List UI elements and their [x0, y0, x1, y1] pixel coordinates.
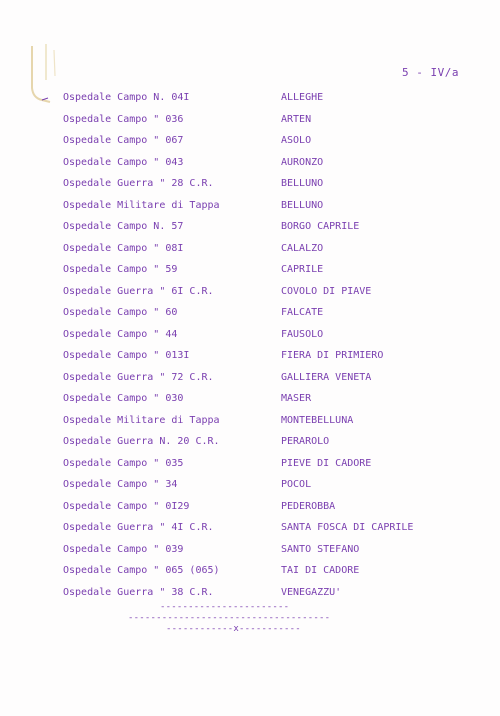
list-item: [0, 496, 500, 518]
list-item: [0, 517, 500, 539]
hospital-location: SANTA FOSCA DI CAPRILE: [281, 522, 414, 533]
hospital-location: FIERA DI PRIMIERO: [281, 350, 384, 361]
hospital-name: Ospedale Campo N. 04I: [63, 92, 190, 103]
hospital-location: CAPRILE: [281, 264, 324, 275]
hospital-location: SANTO STEFANO: [281, 543, 360, 555]
hospital-name: Ospedale Campo " 44: [63, 328, 178, 340]
hospital-name: Ospedale Campo " 036: [63, 113, 184, 125]
hospital-location: BORGO CAPRILE: [281, 221, 360, 232]
hospital-location: BELLUNO: [281, 199, 324, 211]
hospital-location: POCOL: [281, 479, 312, 490]
page-reference: 5 - IV/a: [402, 66, 459, 79]
list-item: [0, 130, 500, 152]
hospital-location: COVOLO DI PIAVE: [281, 285, 372, 297]
list-item: [0, 87, 500, 109]
hospital-name: Ospedale Campo " 065 (065): [63, 565, 220, 576]
hospital-location: FALCATE: [281, 307, 324, 318]
hospital-location: VENEGAZZU': [281, 586, 342, 598]
hospital-location: CALALZO: [281, 242, 324, 254]
hospital-location: TAI DI CADORE: [281, 565, 360, 576]
hospital-name: Ospedale Militare di Tappa: [63, 199, 220, 211]
rule-line-3: ------------x-----------: [166, 624, 301, 634]
hospital-name: Ospedale Guerra " 72 C.R.: [63, 371, 214, 383]
hospital-name: Ospedale Campo " 34: [63, 479, 178, 490]
rule-line-2: ------------------------------------: [128, 613, 331, 623]
hospital-location: ARTEN: [281, 113, 312, 125]
list-item: [0, 173, 500, 195]
hospital-location: ALLEGHE: [281, 92, 324, 103]
list-item: [0, 216, 500, 238]
hospital-name: Ospedale Campo " 08I: [63, 242, 184, 254]
list-item: [0, 152, 500, 174]
hospital-name: Ospedale Campo " 0I29: [63, 500, 190, 512]
hospital-name: Ospedale Campo " 043: [63, 156, 184, 168]
list-item: [0, 388, 500, 410]
list-item: [0, 453, 500, 475]
rule-line-1: -----------------------: [160, 602, 290, 612]
hospital-name: Ospedale Guerra N. 20 C.R.: [63, 436, 220, 447]
list-item: [0, 582, 500, 604]
hospital-name: Ospedale Guerra " 4I C.R.: [63, 522, 214, 533]
list-item: [0, 238, 500, 260]
hospital-location: PEDEROBBA: [281, 500, 336, 512]
hospital-name: Ospedale Campo " 013I: [63, 350, 190, 361]
hospital-name: Ospedale Campo " 59: [63, 264, 178, 275]
hospital-list: [0, 87, 500, 603]
hospital-name: Ospedale Campo " 60: [63, 307, 178, 318]
hospital-location: BELLUNO: [281, 178, 324, 189]
list-item: [0, 560, 500, 582]
list-item: [0, 259, 500, 281]
hospital-location: AURONZO: [281, 156, 324, 168]
list-item: [0, 539, 500, 561]
hospital-name: Ospedale Campo " 030: [63, 393, 184, 404]
hospital-name: Ospedale Militare di Tappa: [63, 414, 220, 426]
hospital-location: PERAROLO: [281, 436, 330, 447]
hospital-name: Ospedale Guerra " 28 C.R.: [63, 178, 214, 189]
list-item: [0, 431, 500, 453]
hospital-location: GALLIERA VENETA: [281, 371, 372, 383]
hospital-name: Ospedale Campo " 035: [63, 457, 184, 469]
list-item: [0, 410, 500, 432]
hospital-name: Ospedale Guerra " 6I C.R.: [63, 285, 214, 297]
list-item: [0, 474, 500, 496]
hospital-name: Ospedale Campo " 067: [63, 135, 184, 146]
list-item: [0, 195, 500, 217]
hospital-location: FAUSOLO: [281, 328, 324, 340]
list-item: [0, 345, 500, 367]
list-item: [0, 302, 500, 324]
hospital-name: Ospedale Campo N. 57: [63, 221, 184, 232]
hospital-location: MASER: [281, 393, 312, 404]
list-item: [0, 367, 500, 389]
hospital-name: Ospedale Campo " 039: [63, 543, 184, 555]
hospital-location: PIEVE DI CADORE: [281, 457, 372, 469]
hospital-name: Ospedale Guerra " 38 C.R.: [63, 586, 214, 598]
list-item: [0, 109, 500, 131]
hospital-location: MONTEBELLUNA: [281, 414, 354, 426]
list-item: [0, 324, 500, 346]
list-item: [0, 281, 500, 303]
hospital-location: ASOLO: [281, 135, 312, 146]
